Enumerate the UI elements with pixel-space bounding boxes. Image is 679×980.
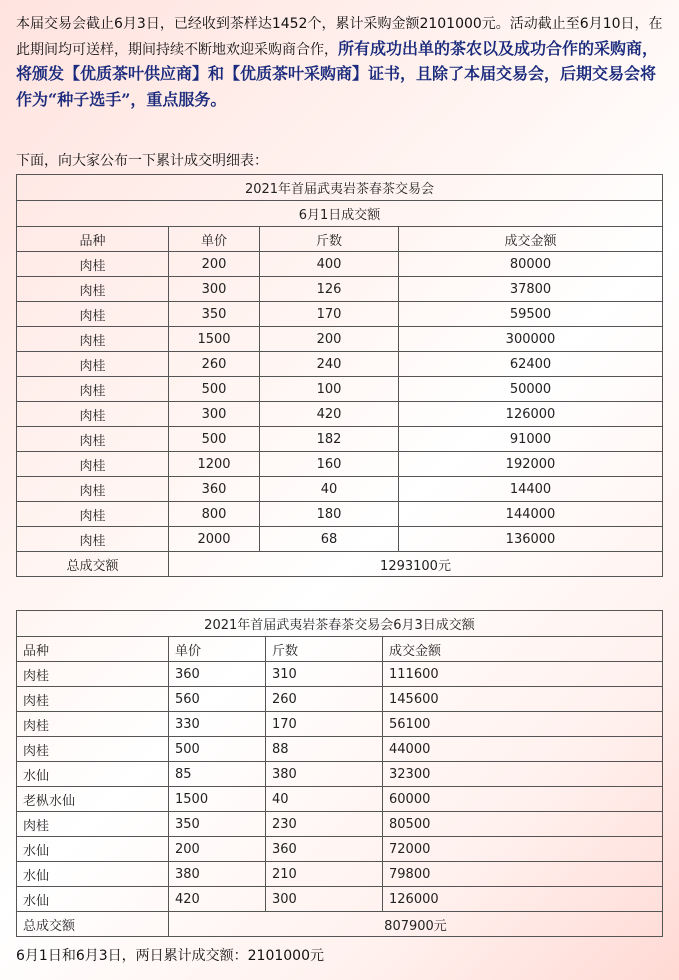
table-cell: 肉桂 — [17, 737, 169, 762]
table-cell: 肉桂 — [17, 377, 169, 402]
table-cell: 80500 — [383, 812, 663, 837]
table-row — [17, 662, 663, 687]
table-cell: 260 — [266, 687, 383, 712]
table-row — [17, 327, 663, 352]
table-cell: 肉桂 — [17, 477, 169, 502]
table-cell: 水仙 — [17, 762, 169, 787]
table-row — [17, 812, 663, 837]
table-cell: 1200 — [169, 452, 260, 477]
table-row — [17, 737, 663, 762]
table-row — [17, 402, 663, 427]
table-row — [17, 887, 663, 912]
table-cell: 老枞水仙 — [17, 787, 169, 812]
table2-total-row — [17, 912, 663, 937]
table-cell: 2000 — [169, 527, 260, 552]
table-cell: 160 — [260, 452, 399, 477]
table-row — [17, 302, 663, 327]
table-cell: 肉桂 — [17, 687, 169, 712]
table-row — [17, 502, 663, 527]
table-cell: 300 — [169, 277, 260, 302]
table-cell: 360 — [169, 477, 260, 502]
table2-title: 2021年首届武夷岩茶春茶交易会6月3日成交额 — [17, 611, 663, 637]
table-cell: 360 — [169, 662, 266, 687]
table2-total-label: 总成交额 — [17, 912, 169, 937]
intro-paragraph — [16, 12, 666, 113]
table-row — [17, 377, 663, 402]
table-cell: 380 — [266, 762, 383, 787]
subheading: 下面，向大家公布一下累计成交明细表： — [16, 153, 268, 169]
table-row — [17, 862, 663, 887]
table-cell: 145600 — [383, 687, 663, 712]
table-cell: 100 — [260, 377, 399, 402]
table-cell: 420 — [169, 887, 266, 912]
table-cell: 62400 — [399, 352, 663, 377]
table-cell: 560 — [169, 687, 266, 712]
table-cell: 79800 — [383, 862, 663, 887]
table-row — [17, 352, 663, 377]
table-cell: 126000 — [383, 887, 663, 912]
column-header: 品种 — [17, 227, 169, 252]
column-header: 品种 — [17, 637, 169, 662]
table-cell: 300000 — [399, 327, 663, 352]
table-cell: 59500 — [399, 302, 663, 327]
table-row — [17, 427, 663, 452]
column-header: 斤数 — [266, 637, 383, 662]
column-header: 成交金额 — [399, 227, 663, 252]
table-cell: 182 — [260, 427, 399, 452]
table-cell: 126 — [260, 277, 399, 302]
table-cell: 310 — [266, 662, 383, 687]
table1-title: 2021年首届武夷岩茶春茶交易会 — [17, 175, 663, 201]
table1-total-row — [17, 552, 663, 577]
table-cell: 肉桂 — [17, 277, 169, 302]
table-cell: 300 — [169, 402, 260, 427]
table-cell: 210 — [266, 862, 383, 887]
table-cell: 126000 — [399, 402, 663, 427]
june1-sales-table — [16, 174, 663, 577]
table-cell: 肉桂 — [17, 427, 169, 452]
table-row — [17, 252, 663, 277]
table-cell: 380 — [169, 862, 266, 887]
table-cell: 400 — [260, 252, 399, 277]
table-cell: 240 — [260, 352, 399, 377]
table-row — [17, 527, 663, 552]
table2-header-row — [17, 637, 663, 662]
table-cell: 330 — [169, 712, 266, 737]
table-cell: 肉桂 — [17, 352, 169, 377]
table-row — [17, 277, 663, 302]
table-cell: 44000 — [383, 737, 663, 762]
table-cell: 91000 — [399, 427, 663, 452]
table-cell: 肉桂 — [17, 327, 169, 352]
column-header: 单价 — [169, 227, 260, 252]
table-row — [17, 787, 663, 812]
table-cell: 170 — [260, 302, 399, 327]
table-cell: 144000 — [399, 502, 663, 527]
table-cell: 1500 — [169, 787, 266, 812]
table-cell: 350 — [169, 302, 260, 327]
table-cell: 40 — [266, 787, 383, 812]
table1-header-row — [17, 227, 663, 252]
table-cell: 肉桂 — [17, 402, 169, 427]
table-cell: 肉桂 — [17, 712, 169, 737]
table-cell: 420 — [260, 402, 399, 427]
table-cell: 300 — [266, 887, 383, 912]
table-cell: 180 — [260, 502, 399, 527]
table-cell: 40 — [260, 477, 399, 502]
table-cell: 37800 — [399, 277, 663, 302]
table-row — [17, 687, 663, 712]
table-cell: 350 — [169, 812, 266, 837]
table-cell: 200 — [260, 327, 399, 352]
table-cell: 360 — [266, 837, 383, 862]
table-cell: 肉桂 — [17, 302, 169, 327]
table-cell: 88 — [266, 737, 383, 762]
table-cell: 260 — [169, 352, 260, 377]
intro-highlight-text: 所有成功出单的茶农以及成功合作的采购商，将颁发【优质茶叶供应商】和【优质茶叶采购商】证书，且除了本届交易会，后期交易会将作为“种子选手”，重点服务。 — [16, 38, 659, 109]
table-cell: 111600 — [383, 662, 663, 687]
table-cell: 200 — [169, 837, 266, 862]
table-cell: 肉桂 — [17, 662, 169, 687]
table-cell: 192000 — [399, 452, 663, 477]
table-row — [17, 762, 663, 787]
table1-subtitle: 6月1日成交额 — [17, 201, 663, 227]
table-cell: 60000 — [383, 787, 663, 812]
table-row — [17, 837, 663, 862]
table-cell: 肉桂 — [17, 812, 169, 837]
table-cell: 500 — [169, 377, 260, 402]
table-cell: 50000 — [399, 377, 663, 402]
table-cell: 85 — [169, 762, 266, 787]
column-header: 单价 — [169, 637, 266, 662]
table-cell: 80000 — [399, 252, 663, 277]
table-cell: 68 — [260, 527, 399, 552]
table-cell: 500 — [169, 427, 260, 452]
table-row — [17, 712, 663, 737]
table-cell: 56100 — [383, 712, 663, 737]
table-row — [17, 452, 663, 477]
table-cell: 肉桂 — [17, 252, 169, 277]
cumulative-total-note: 6月1日和6月3日，两日累计成交额：2101000元 — [16, 948, 324, 964]
table-row — [17, 477, 663, 502]
table-cell: 14400 — [399, 477, 663, 502]
table1-total-value: 1293100元 — [169, 552, 663, 577]
table-cell: 136000 — [399, 527, 663, 552]
table-cell: 500 — [169, 737, 266, 762]
column-header: 斤数 — [260, 227, 399, 252]
table-cell: 170 — [266, 712, 383, 737]
column-header: 成交金额 — [383, 637, 663, 662]
table-cell: 800 — [169, 502, 260, 527]
table-cell: 肉桂 — [17, 527, 169, 552]
table-cell: 水仙 — [17, 862, 169, 887]
table-cell: 230 — [266, 812, 383, 837]
table2-total-value: 807900元 — [169, 912, 663, 937]
intro-text: 本届交易会截止6月3日，已经收到茶样达1452个，累计采购金额2101000元。活动截止至6月10日，在此期间均可送样，期间持续不断地欢迎采购商合作， — [16, 16, 663, 58]
table-cell: 水仙 — [17, 887, 169, 912]
table-cell: 200 — [169, 252, 260, 277]
table-cell: 1500 — [169, 327, 260, 352]
table-cell: 肉桂 — [17, 452, 169, 477]
table-cell: 72000 — [383, 837, 663, 862]
june3-sales-table — [16, 610, 663, 937]
table-cell: 肉桂 — [17, 502, 169, 527]
table1-total-label: 总成交额 — [17, 552, 169, 577]
table-cell: 32300 — [383, 762, 663, 787]
table-cell: 水仙 — [17, 837, 169, 862]
